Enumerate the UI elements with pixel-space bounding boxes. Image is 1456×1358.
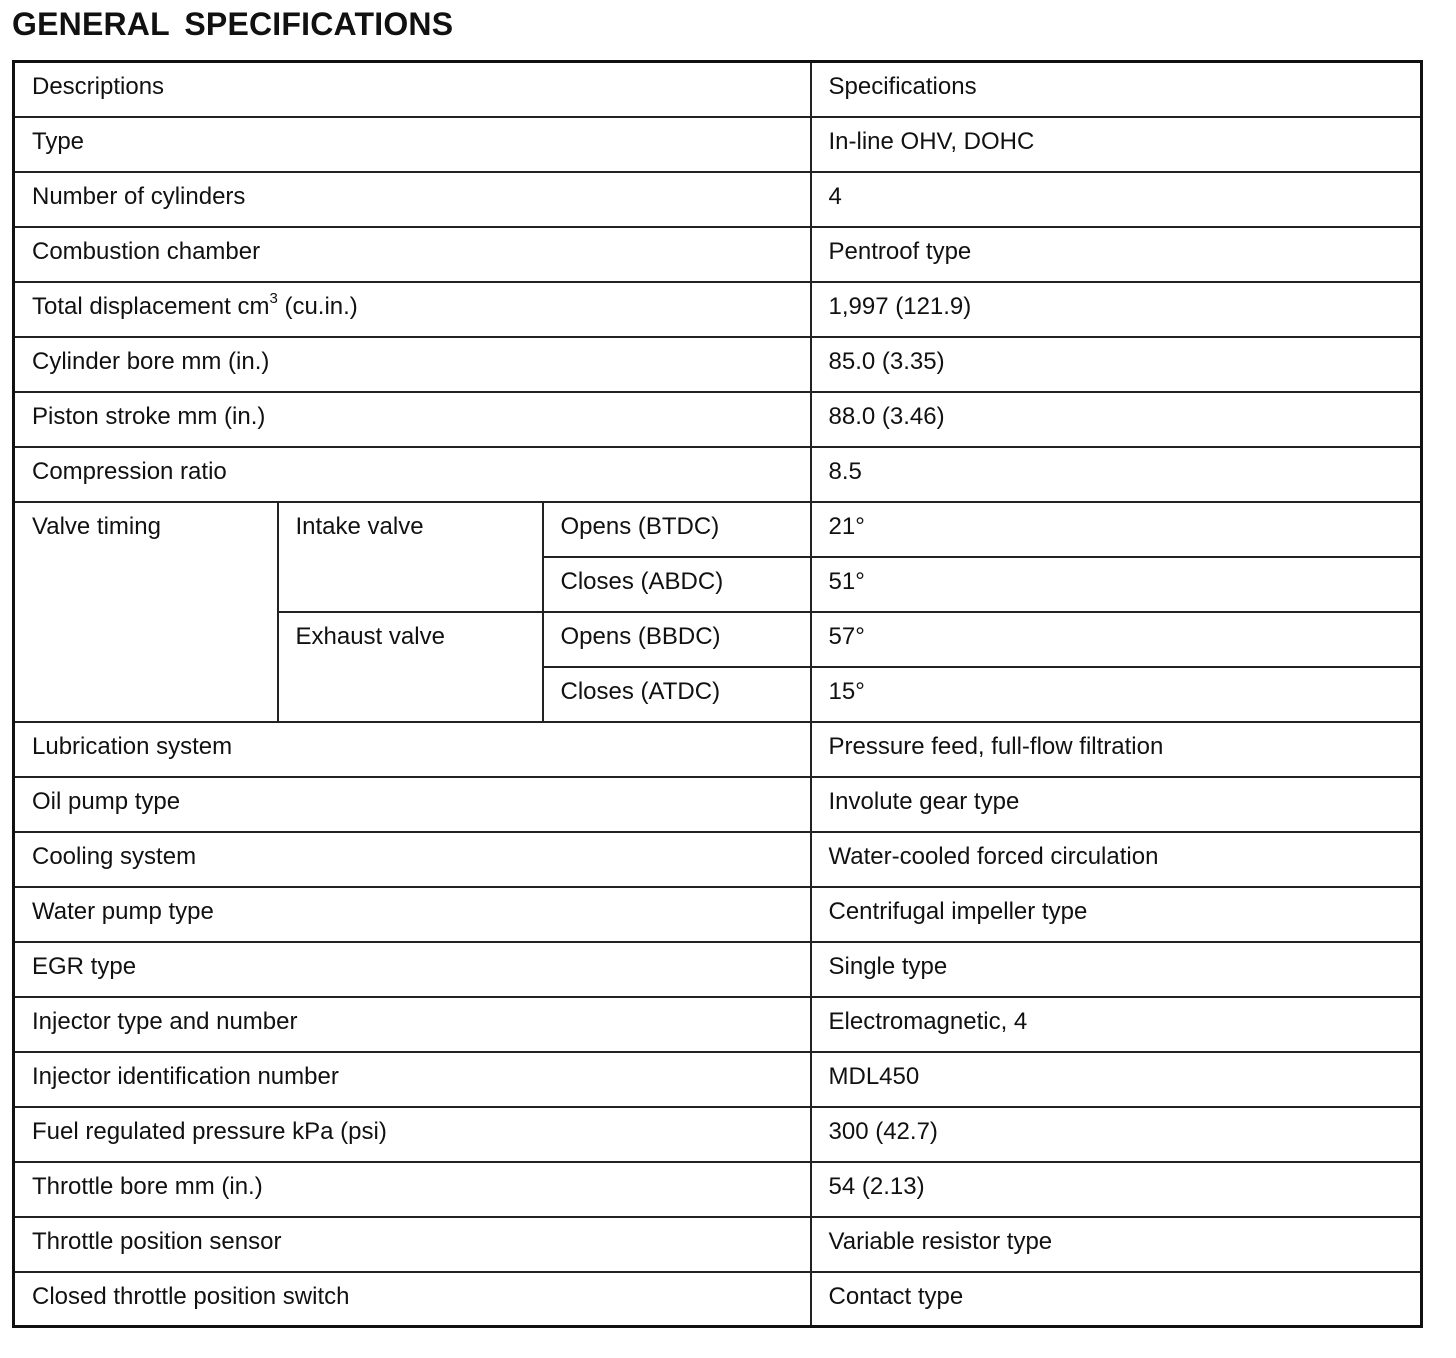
- header-descriptions: Descriptions: [14, 62, 811, 117]
- row-description: Type: [14, 117, 811, 172]
- row-specification: Pentroof type: [811, 227, 1422, 282]
- row-description: Combustion chamber: [14, 227, 811, 282]
- row-description: Water pump type: [14, 887, 811, 942]
- table-row: [14, 942, 1422, 997]
- row-specification: Centrifugal impeller type: [811, 887, 1422, 942]
- table-row: [14, 172, 1422, 227]
- table-row: [14, 392, 1422, 447]
- row-specification: Single type: [811, 942, 1422, 997]
- table-row: [14, 997, 1422, 1052]
- table-row: [14, 337, 1422, 392]
- row-specification: 300 (42.7): [811, 1107, 1422, 1162]
- row-description: Throttle position sensor: [14, 1217, 811, 1272]
- intake-closes-value: 51°: [811, 557, 1422, 612]
- row-specification: MDL450: [811, 1052, 1422, 1107]
- table-row: [14, 1107, 1422, 1162]
- exhaust-valve-label: Exhaust valve: [278, 612, 543, 722]
- table-row: [14, 832, 1422, 887]
- row-description: Cooling system: [14, 832, 811, 887]
- row-description: Fuel regulated pressure kPa (psi): [14, 1107, 811, 1162]
- row-specification: Variable resistor type: [811, 1217, 1422, 1272]
- exhaust-opens-value: 57°: [811, 612, 1422, 667]
- intake-valve-label: Intake valve: [278, 502, 543, 612]
- table-row: [14, 227, 1422, 282]
- valve-timing-row: [14, 502, 1422, 557]
- table-row: [14, 447, 1422, 502]
- row-description-unit: (cu.in.): [277, 292, 358, 320]
- exhaust-opens-label: Opens (BBDC): [543, 612, 811, 667]
- page-title: GENERAL SPECIFICATIONS: [12, 6, 454, 42]
- table-row: [14, 722, 1422, 777]
- row-specification: Involute gear type: [811, 777, 1422, 832]
- table-row: [14, 1272, 1422, 1327]
- row-specification: 54 (2.13): [811, 1162, 1422, 1217]
- row-description: Compression ratio: [14, 447, 811, 502]
- row-description-text: Total displacement cm: [32, 292, 270, 320]
- row-description: Closed throttle position switch: [14, 1272, 811, 1327]
- row-description: [14, 282, 811, 337]
- exhaust-closes-label: Closes (ATDC): [543, 667, 811, 722]
- table-row: [14, 1217, 1422, 1272]
- row-specification: 88.0 (3.46): [811, 392, 1422, 447]
- row-description: Cylinder bore mm (in.): [14, 337, 811, 392]
- row-specification: 85.0 (3.35): [811, 337, 1422, 392]
- header-specifications: Specifications: [811, 62, 1422, 117]
- row-specification: In-line OHV, DOHC: [811, 117, 1422, 172]
- table-row: [14, 1162, 1422, 1217]
- table-row: [14, 777, 1422, 832]
- table-header-row: [14, 62, 1422, 117]
- table-row: [14, 1052, 1422, 1107]
- exhaust-closes-value: 15°: [811, 667, 1422, 722]
- row-description: Throttle bore mm (in.): [14, 1162, 811, 1217]
- row-description: Injector type and number: [14, 997, 811, 1052]
- intake-opens-value: 21°: [811, 502, 1422, 557]
- intake-closes-label: Closes (ABDC): [543, 557, 811, 612]
- specifications-table: [12, 60, 1423, 1328]
- table-row: [14, 117, 1422, 172]
- valve-timing-label: Valve timing: [14, 502, 278, 722]
- row-specification: Pressure feed, full-flow filtration: [811, 722, 1422, 777]
- row-description: Lubrication system: [14, 722, 811, 777]
- superscript-three: 3: [269, 289, 278, 307]
- table-row: [14, 282, 1422, 337]
- row-description: EGR type: [14, 942, 811, 997]
- table-row: [14, 887, 1422, 942]
- row-description: Number of cylinders: [14, 172, 811, 227]
- intake-opens-label: Opens (BTDC): [543, 502, 811, 557]
- row-description: Oil pump type: [14, 777, 811, 832]
- row-description: Injector identification number: [14, 1052, 811, 1107]
- row-specification: Water-cooled forced circulation: [811, 832, 1422, 887]
- row-specification: 1,997 (121.9): [811, 282, 1422, 337]
- row-specification: 4: [811, 172, 1422, 227]
- row-specification: Contact type: [811, 1272, 1422, 1327]
- row-specification: 8.5: [811, 447, 1422, 502]
- row-specification: Electromagnetic, 4: [811, 997, 1422, 1052]
- row-description: Piston stroke mm (in.): [14, 392, 811, 447]
